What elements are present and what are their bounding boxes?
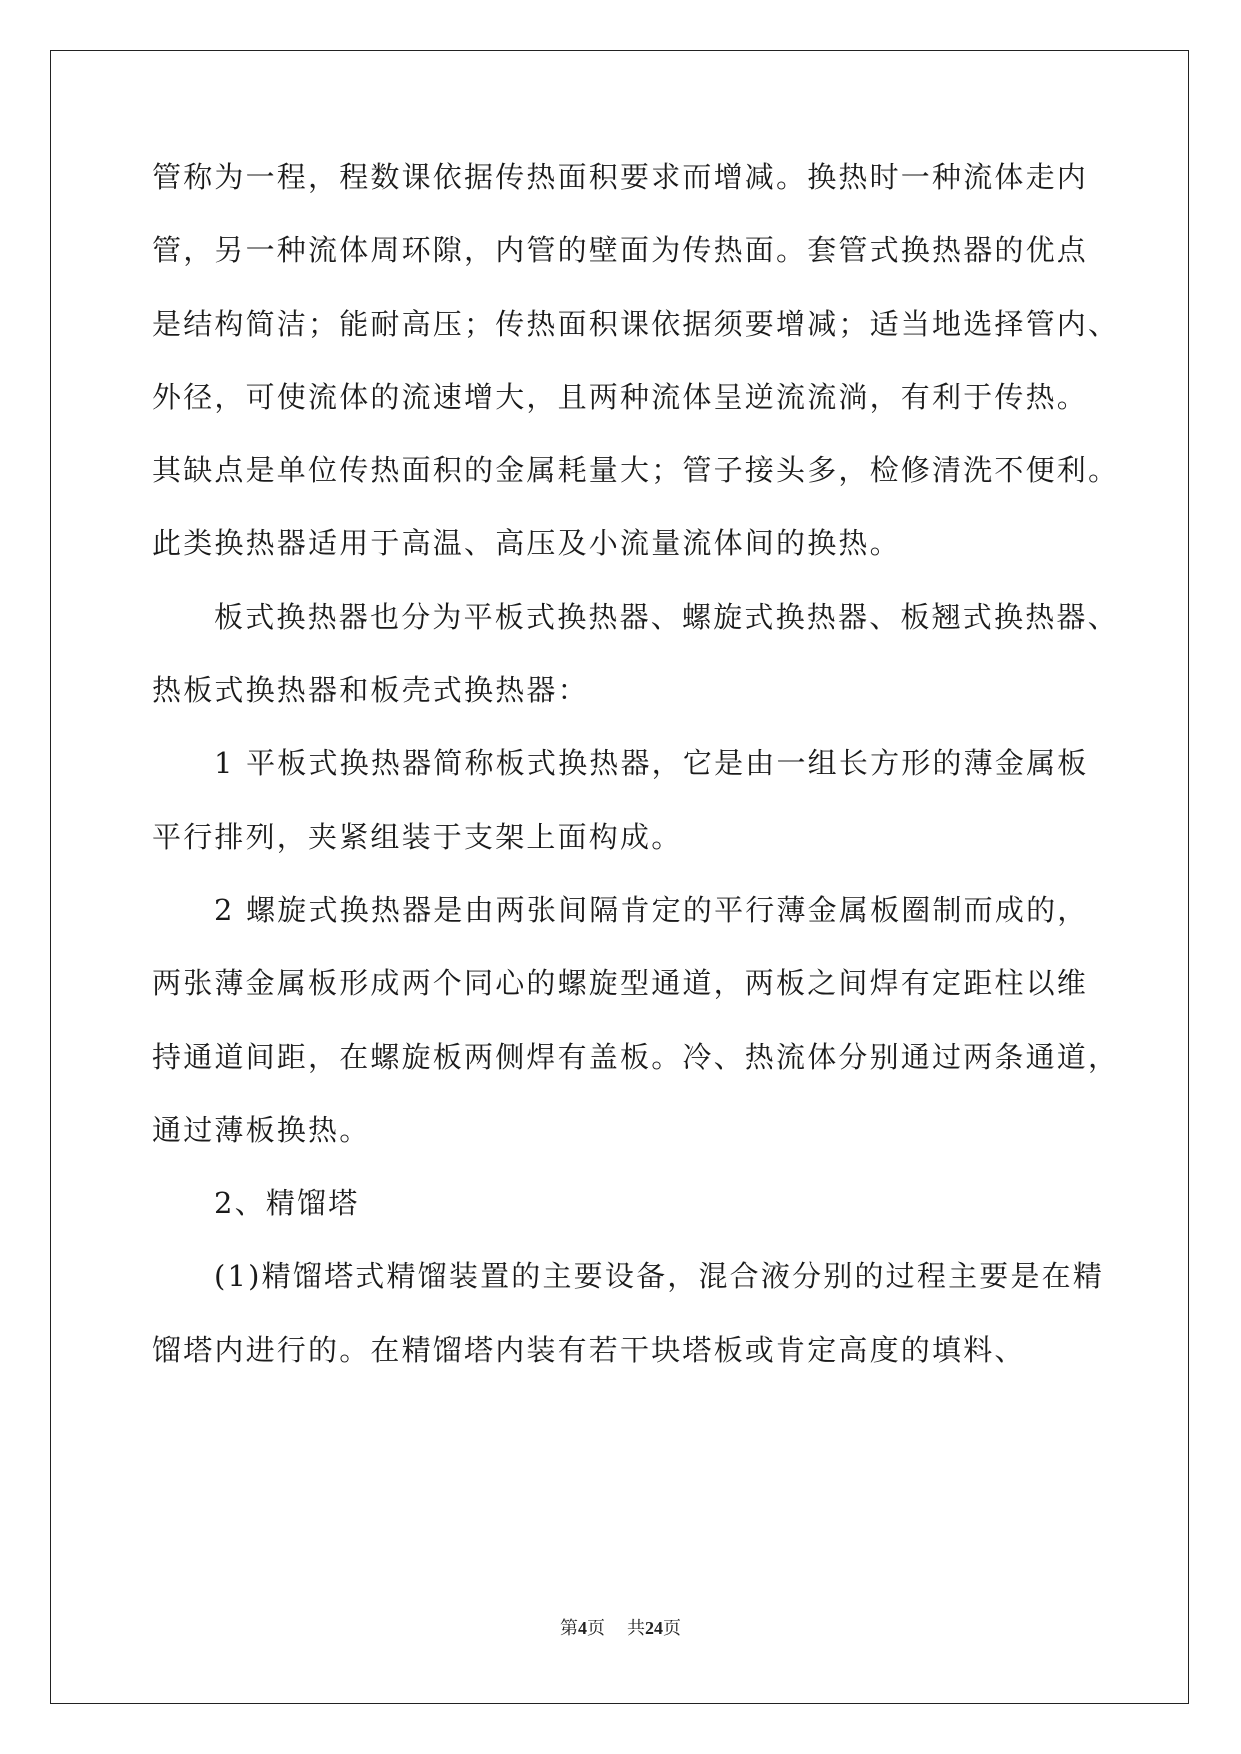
body-line-14: 通过薄板换热。	[152, 1112, 371, 1147]
body-line-6: 此类换热器适用于高温、高压及小流量流体间的换热。	[152, 526, 901, 561]
total-prefix: 共	[627, 1618, 645, 1638]
body-line-5: 其缺点是单位传热面积的金属耗量大；管子接头多，检修清洗不便利。	[152, 453, 1120, 488]
page-prefix: 第	[560, 1618, 578, 1638]
page-footer	[0, 1614, 1241, 1640]
body-line-10: 平行排列，夹紧组装于支架上面构成。	[152, 819, 683, 854]
body-line-13: 持通道间距，在螺旋板两侧焊有盖板。冷、热流体分别通过两条通道，	[152, 1039, 1120, 1074]
section-heading: 2、精馏塔	[214, 1186, 360, 1221]
body-line-1: 管称为一程，程数课依据传热面积要求而增减。换热时一种流体走内	[152, 160, 1089, 194]
body-line-7: 板式换热器也分为平板式换热器、螺旋式换热器、板翘式换热器、	[214, 599, 1119, 634]
body-line-11: 2 螺旋式换热器是由两张间隔肯定的平行薄金属板圈制而成的，	[214, 892, 1089, 927]
body-line-3: 是结构简洁；能耐高压；传热面积课依据须要增减；适当地选择管内、	[152, 306, 1120, 341]
body-line-4: 外径，可使流体的流速增大，且两种流体呈逆流流淌，有利于传热。	[152, 379, 1089, 414]
body-line-17: 馏塔内进行的。在精馏塔内装有若干块塔板或肯定高度的填料、	[152, 1332, 1026, 1367]
body-line-8: 热板式换热器和板壳式换热器：	[152, 673, 589, 708]
total-pages: 24	[645, 1618, 663, 1638]
page-number: 4	[578, 1618, 587, 1638]
total-suffix: 页	[663, 1618, 681, 1638]
document-body	[152, 160, 1120, 1406]
body-line-12: 两张薄金属板形成两个同心的螺旋型通道，两板之间焊有定距柱以维	[152, 966, 1089, 1001]
body-line-2: 管，另一种流体周环隙，内管的壁面为传热面。套管式换热器的优点	[152, 233, 1089, 268]
body-line-16: (1)精馏塔式精馏装置的主要设备，混合液分别的过程主要是在精	[214, 1259, 1105, 1294]
page-suffix: 页	[587, 1618, 605, 1638]
body-line-9: 1 平板式换热器简称板式换热器，它是由一组长方形的薄金属板	[214, 746, 1089, 781]
